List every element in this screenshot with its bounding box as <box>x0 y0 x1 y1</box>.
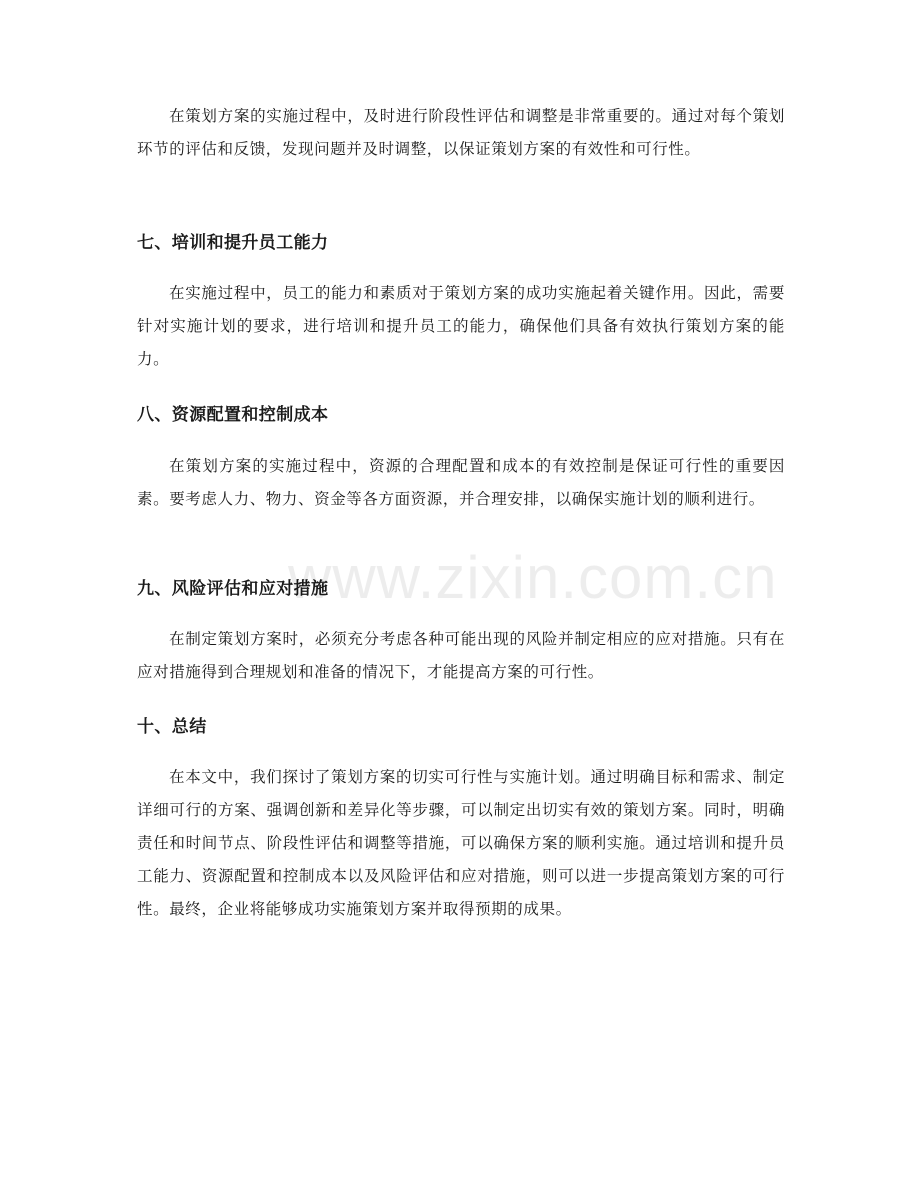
section-7-heading-block <box>137 231 785 255</box>
intro-block <box>137 100 785 166</box>
section-9-body-block <box>137 623 785 689</box>
section-10-body-block <box>137 761 785 926</box>
section-heading-9: 九、风险评估和应对措施 <box>137 579 329 599</box>
section-paragraph-9: 在制定策划方案时，必须充分考虑各种可能出现的风险并制定相应的应对措施。只有在应对措施得到合理规划和准备的情况下，才能提高方案的可行性。 <box>137 630 785 681</box>
section-paragraph-8: 在策划方案的实施过程中，资源的合理配置和成本的有效控制是保证可行性的重要因素。要考虑人力、物力、资金等各方面资源，并合理安排，以确保实施计划的顺利进行。 <box>137 457 785 508</box>
site-watermark: www.zixin.com.cn <box>288 544 778 611</box>
section-10-heading-block <box>137 715 785 739</box>
section-7-body-block <box>137 277 785 376</box>
section-paragraph-7: 在实施过程中，员工的能力和素质对于策划方案的成功实施起着关键作用。因此，需要针对实施计划的要求，进行培训和提升员工的能力，确保他们具备有效执行策划方案的能力。 <box>137 284 785 368</box>
section-8-heading-block <box>137 403 785 427</box>
section-paragraph-10: 在本文中，我们探讨了策划方案的切实可行性与实施计划。通过明确目标和需求、制定详细可行的方案、强调创新和差异化等步骤，可以制定出切实有效的策划方案。同时，明确责任和时间节点、阶段性评估和调整等措施，可以确保方案的顺利实施。通过培训和提升员工能力、资源配置和控制成本以及风险评估和应对措施，则可以进一步提高策划方案的可行性。最终，企业将能够成功实施策划方案并取得预期的成果。 <box>137 768 785 918</box>
section-8-body-block <box>137 450 785 516</box>
section-heading-8: 八、资源配置和控制成本 <box>137 405 329 425</box>
section-heading-10: 十、总结 <box>137 717 207 737</box>
section-heading-7: 七、培训和提升员工能力 <box>137 233 329 253</box>
section-9-heading-block <box>137 577 785 601</box>
intro-paragraph: 在策划方案的实施过程中，及时进行阶段性评估和调整是非常重要的。通过对每个策划环节的评估和反馈，发现问题并及时调整，以保证策划方案的有效性和可行性。 <box>137 107 785 158</box>
